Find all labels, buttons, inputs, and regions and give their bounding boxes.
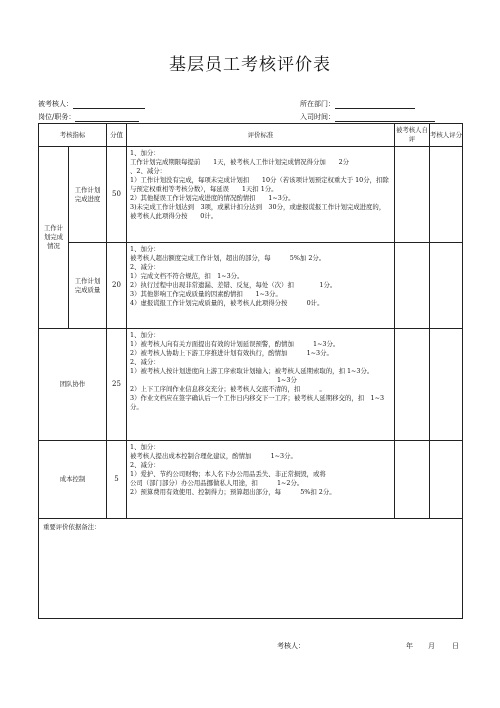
criteria-cell — [127, 329, 395, 441]
self-eval-cell[interactable] — [395, 441, 430, 519]
criteria-text: 1、加分： 被考核人超出额度完成工作计划，超出的部分，每 5%加 2分。 2、减分： 1）完成文档不符合规范，扣 1~3分。 2）执行过程中出现非常遗漏、差错、反复，每处（次）扣 1分。 3）其他影响工作完成质量的因素酌情扣 1~3分。 4）虚报谎报工作计划完成质量的，被考核人此项得分按 0计。 — [130, 245, 337, 307]
reviewer-eval-cell[interactable] — [430, 243, 463, 329]
notes-row — [39, 519, 463, 619]
header-self-eval: 被考核人自评 — [395, 124, 430, 147]
position-field[interactable] — [38, 113, 139, 122]
table-row — [39, 147, 463, 243]
criteria-cell — [127, 243, 395, 329]
header-score: 分值 — [107, 124, 127, 147]
month-label: 月 — [428, 642, 435, 650]
indicator-cost-control: 成本控制 — [39, 441, 107, 519]
sub-indicator-quality: 工作计划完成质量 — [69, 243, 107, 329]
sub-indicator-progress: 工作计划完成进度 — [69, 147, 107, 243]
notes-cell[interactable] — [39, 519, 463, 619]
criteria-text: 1、加分： 工作计划完成期限每提前 1天，被考核人工作计划完成情况得分加 2分 、2、减分： 1）工作计划没有完成，每项未完成计划扣 10分（若该项计划预定权重大于 10分，扣除与预定权重相等考核分数），每延误 1天扣 1分。 2）其他疑误工作计划完成进度的情况酌情扣 1~3分。 3)未完成工作计划达到 3项，或累计扣分达到 30分，或虚报谎报工作计划完成进度的，被考核人此项得分按 0计。 — [130, 149, 389, 220]
self-eval-cell[interactable] — [395, 243, 430, 329]
entry-date-field[interactable] — [300, 113, 435, 122]
assessee-label: 被考核人： — [38, 100, 73, 108]
header-criteria: 评价标准 — [127, 124, 395, 147]
position-input-line[interactable] — [75, 113, 139, 122]
department-field[interactable] — [300, 100, 415, 109]
position-label: 岗位/职务： — [38, 113, 76, 121]
table-row — [39, 329, 463, 441]
day-label: 日 — [452, 642, 459, 650]
group-label-plan-completion: 工作计划完成情况 — [39, 147, 69, 329]
score-cell: 25 — [107, 329, 127, 441]
assessee-input-line[interactable] — [73, 100, 145, 109]
department-label: 所在部门： — [300, 100, 335, 108]
table-row — [39, 441, 463, 519]
criteria-text: 1、加分： 被考核人提出成本控制合理化建议，酌情加 1~3分。 2、减分： 1）爱护、节约公司财物；本人名下办公用品丢失、非正常损毁，或将 公司（部门部分）办公用品挪做私人用途，扣 1~2分。 2）预算费用有效使用、控制得力；预算超出部分，每 5%扣 2分。 — [130, 443, 336, 496]
year-label: 年 — [406, 642, 413, 650]
score-cell: 50 — [107, 147, 127, 243]
criteria-text: 1、加分： 1）被考核人向有关方面提出有效的计划延误预警，酌情加 1~3分。 2）被考核人协助上下游工序推进计划有效执行，酌情加 1~3分。 2、减分： 1）被考核人按计划进度向上游工序索取计划输入；被考核人延期索取的，扣 1~3分。 1~3分 2）上下工序间作业信息移交充分；被考核人交底不清的，扣 。 3）作业文档应在签字确认后一个工作日内移交下一工序；被考核人延期移交的，扣 1~3分。 — [130, 331, 385, 411]
criteria-cell — [127, 441, 395, 519]
self-eval-cell[interactable] — [395, 329, 430, 441]
header-indicator: 考核指标 — [39, 124, 107, 147]
page-title: 基层员工考核评价表 — [169, 55, 331, 75]
header-reviewer-eval: 考核人评分 — [430, 124, 463, 147]
reviewer-eval-cell[interactable] — [430, 441, 463, 519]
header-row — [39, 124, 463, 147]
self-eval-cell[interactable] — [395, 147, 430, 243]
entry-date-label: 入司时间： — [300, 113, 335, 121]
assessor-signature-label: 考核人： — [277, 642, 305, 650]
assessment-table — [38, 123, 463, 619]
criteria-cell — [127, 147, 395, 243]
reviewer-eval-cell[interactable] — [430, 147, 463, 243]
entry-date-input-line[interactable] — [335, 113, 435, 122]
department-input-line[interactable] — [335, 100, 415, 109]
score-cell: 5 — [107, 441, 127, 519]
indicator-teamwork: 团队协作 — [39, 329, 107, 441]
score-cell: 20 — [107, 243, 127, 329]
table-row — [39, 243, 463, 329]
reviewer-eval-cell[interactable] — [430, 329, 463, 441]
assessee-field[interactable] — [38, 100, 145, 109]
notes-label: 重要评价依据备注： — [43, 523, 101, 531]
